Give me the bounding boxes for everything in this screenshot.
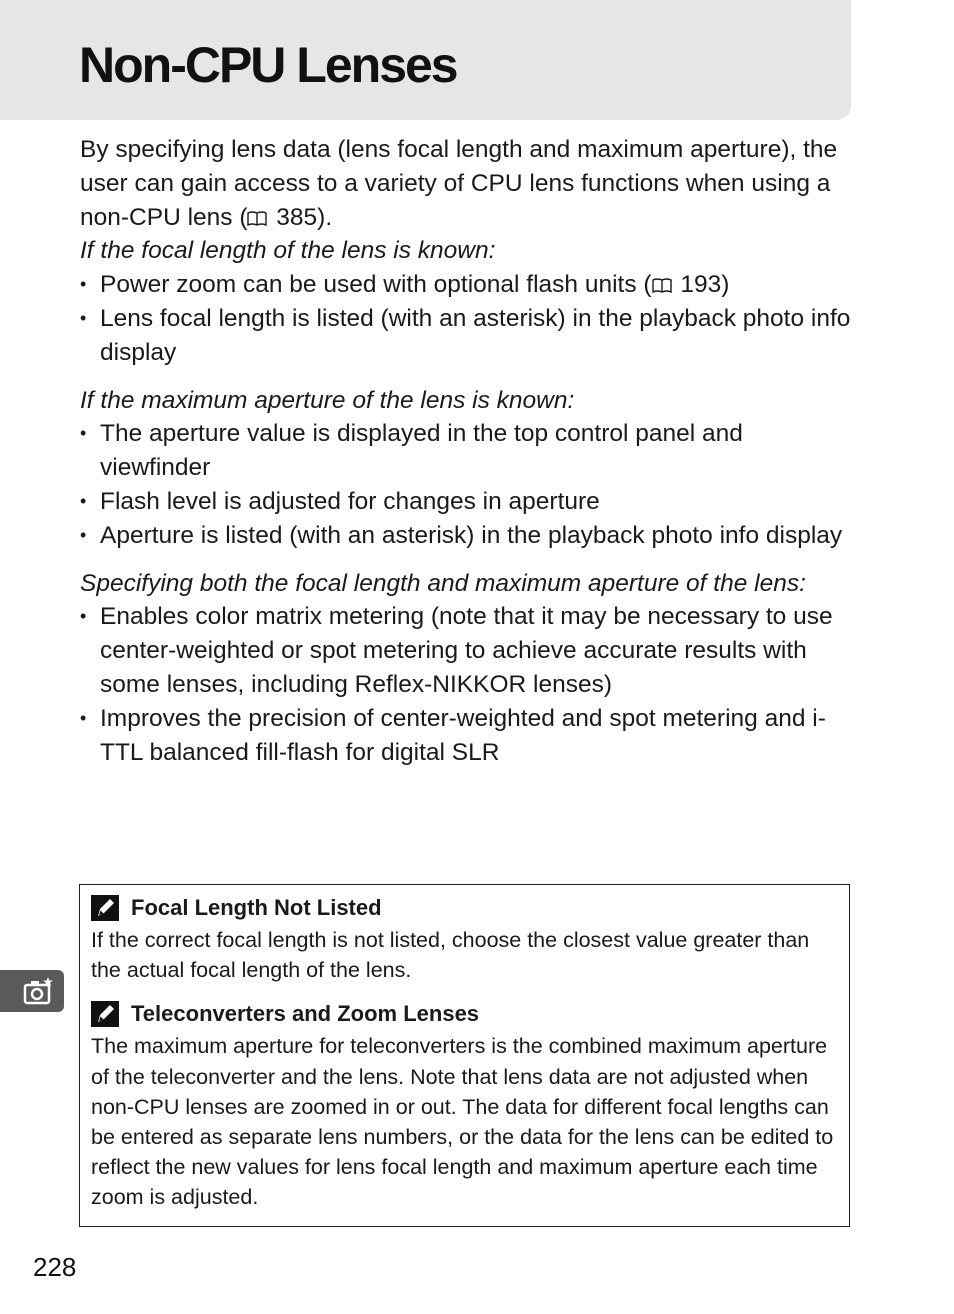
note-focal-length [91,891,838,985]
focal-list [80,268,852,369]
list-item: • Flash level is adjusted for changes in aperture [80,485,852,519]
section-heading-both: Specifying both the focal length and maximum aperture of the lens: [80,569,806,597]
book-reference-icon [652,278,672,293]
note-body: If the correct focal length is not listed, choose the closest value greater than the actual focal length of the lens. [91,928,810,983]
note-heading: Focal Length Not Listed [91,891,838,925]
note-teleconverters [91,997,838,1212]
pencil-note-icon [91,1001,119,1027]
main-content [80,133,852,769]
notes-box [79,884,850,1227]
both-list [80,600,852,769]
camera-setup-icon [22,976,54,1006]
section-heading-aperture: If the maximum aperture of the lens is known: [80,386,575,414]
note-heading: Teleconverters and Zoom Lenses [91,997,838,1031]
list-item: • Improves the precision of center-weighted and spot metering and i-TTL balanced fill-flash for digital SLR [80,702,852,770]
note-body: The maximum aperture for teleconverters is the combined maximum aperture of the teleconverter and the lens. Note that lens data are not adjusted when non-CPU lenses are zoomed in or out. The data for different focal lengths can be entered as separate lens numbers, or the data for the lens can be edited to reflect the new values for lens focal length and maximum aperture each time zoom is adjusted. [91,1034,834,1210]
list-item: • The aperture value is displayed in the top control panel and viewfinder [80,417,852,485]
page-title: Non-CPU Lenses [79,37,457,93]
aperture-list [80,417,852,552]
list-item: • Lens focal length is listed (with an asterisk) in the playback photo info display [80,302,852,370]
list-item: • Power zoom can be used with optional flash units ( 193) [80,268,852,302]
page-number: 228 [33,1252,77,1282]
list-item: • Aperture is listed (with an asterisk) in the playback photo info display [80,519,852,553]
chapter-tab [0,970,64,1012]
section-heading-focal: If the focal length of the lens is known: [80,237,496,265]
intro-paragraph: By specifying lens data (lens focal length and maximum aperture), the user can gain access to a variety of CPU lens functions when using a non-CPU lens ( 385). [80,136,838,231]
list-item: • Enables color matrix metering (note that it may be necessary to use center-weighted or spot metering to achieve accurate results with some lenses, including Reflex-NIKKOR lenses) [80,600,852,701]
pencil-note-icon [91,895,119,921]
book-reference-icon [247,211,267,226]
